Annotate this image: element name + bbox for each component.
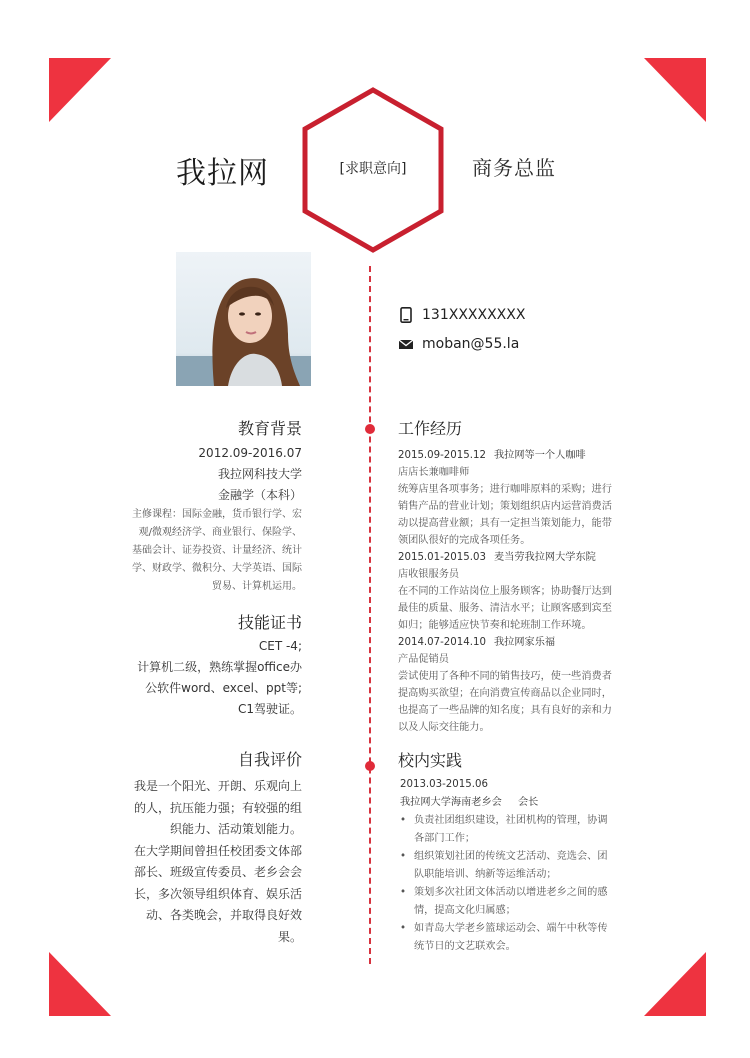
corner-triangle-top-left xyxy=(49,58,111,122)
education-date: 2012.09-2016.07 xyxy=(198,446,302,460)
self-eval-block: 我是一个阳光、开朗、乐观向上 的人，抗压能力强；有较强的组 织能力、活动策划能力。 在大学期间曾担任校团委文体部 部长、班级宣传委员、老乡会会 长，多次领导组织体育、娱乐活 动、各类晚会，并取得良好效 果。 xyxy=(133,779,302,944)
education-block xyxy=(120,443,302,596)
campus-bullet: • 负责社团组织建设，社团机构的管理，协调 各部门工作； xyxy=(400,815,608,844)
center-divider xyxy=(369,266,371,964)
corner-triangle-top-right xyxy=(644,58,706,122)
phone-icon xyxy=(398,307,414,323)
envelope-icon xyxy=(398,336,414,352)
campus-title: 校内实践 xyxy=(398,751,463,770)
work-job: 2015.01-2015.03 麦当劳我拉网大学东院 店收银服务员 在不同的工作站岗位上服务顾客；协助餐厅达到 最佳的质量、服务、清洁水平；让顾客感到宾至 如归；能够适应快节奏和轮班制工作环境。 xyxy=(398,552,612,631)
education-title: 教育背景 xyxy=(237,419,302,438)
education-major: 金融学（本科） xyxy=(217,488,302,502)
corner-triangle-bottom-right xyxy=(644,952,706,1016)
self-eval-title: 自我评价 xyxy=(237,750,302,769)
candidate-name: 我拉网 xyxy=(176,156,269,191)
education-courses: 主修课程：国际金融，货币银行学、宏 观/微观经济学、商业银行、保险学、 基础会计、证券投资、计量经济、统计 学、财政学、微积分、大学英语、国际 贸易、计算机运用。 xyxy=(132,509,302,592)
email-address[interactable]: moban@55.la xyxy=(422,336,520,352)
divider-dot xyxy=(365,761,375,771)
job-objective-label: [求职意向] xyxy=(339,161,407,177)
campus-bullet: • 组织策划社团的传统文艺活动、竞选会、团 队职能培训、纳新等运维活动； xyxy=(400,851,608,880)
work-title: 工作经历 xyxy=(398,419,463,438)
divider-dot xyxy=(365,424,375,434)
work-block xyxy=(398,447,618,736)
work-job: 2014.07-2014.10 我拉网家乐福 产品促销员 尝试使用了各种不同的销售技巧，使一些消费者 提高购买欲望；在向消费宣传商品以企业同时， 也提高了一些品牌的知名度；具有良好的亲和力 以及人际交往能力。 xyxy=(398,637,612,733)
phone-number[interactable]: 131XXXXXXXX xyxy=(422,307,526,323)
target-position: 商务总监 xyxy=(472,156,556,180)
education-school: 我拉网科技大学 xyxy=(217,467,302,481)
campus-bullet: • 如青岛大学老乡篮球运动会、端午中秋等传 统节日的文艺联欢会。 xyxy=(400,923,608,952)
work-job: 2015.09-2015.12 我拉网等一个人咖啡 店店长兼咖啡师 统筹店里各项事务；进行咖啡原料的采购；进行 销售产品的营业计划；策划组织店内运营消费活 动以提高营业额；具有一定担当策划能力，能带 领团队很好的完成各项任务。 xyxy=(398,450,612,546)
campus-block xyxy=(400,776,618,956)
skills-title: 技能证书 xyxy=(237,613,302,632)
profile-photo xyxy=(176,252,311,386)
campus-bullet: • 策划多次社团文体活动以增进老乡之间的感 情，提高文化归属感； xyxy=(400,887,608,916)
email-row xyxy=(398,336,519,352)
campus-org-row: 我拉网大学海南老乡会 会长 xyxy=(400,797,539,808)
corner-triangle-bottom-left xyxy=(49,952,111,1016)
campus-date: 2013.03-2015.06 xyxy=(400,779,488,790)
skills-block: CET -4; 计算机二级，熟练掌握office办 公软件word、excel、ppt等; C1驾驶证。 xyxy=(137,639,302,716)
phone-row xyxy=(398,307,525,323)
